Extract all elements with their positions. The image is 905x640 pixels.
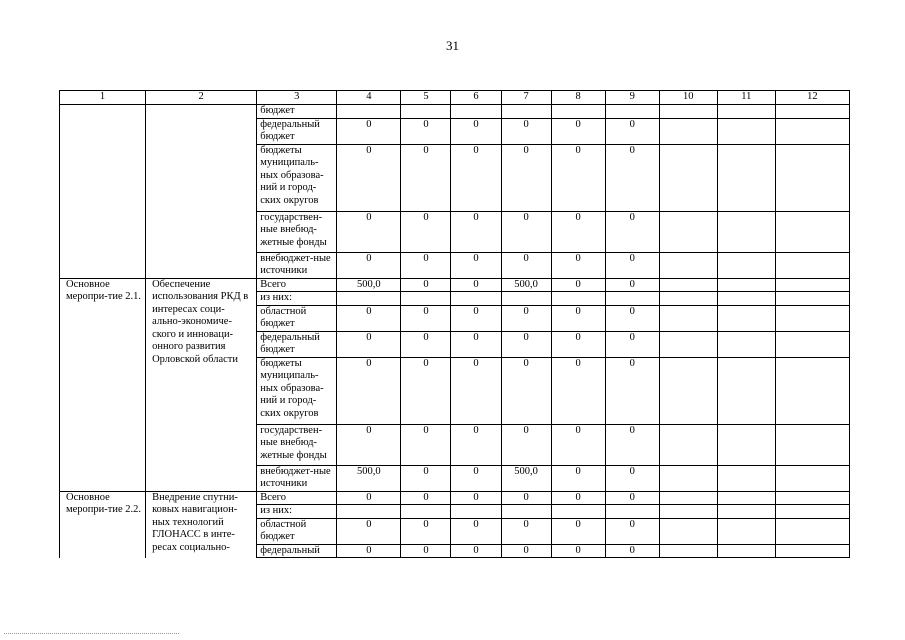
value-cell bbox=[451, 292, 501, 306]
empty-cell bbox=[717, 518, 775, 544]
value-cell bbox=[451, 105, 501, 119]
empty-cell bbox=[717, 305, 775, 331]
value-cell: 500,0 bbox=[501, 278, 551, 292]
value-cell: 0 bbox=[551, 491, 605, 505]
empty-cell bbox=[717, 278, 775, 292]
empty-cell bbox=[717, 491, 775, 505]
value-cell: 0 bbox=[551, 424, 605, 465]
source-cell: внебюджет-ные источники bbox=[257, 465, 337, 491]
value-cell: 0 bbox=[401, 518, 451, 544]
value-cell: 0 bbox=[401, 331, 451, 357]
value-cell: 0 bbox=[401, 252, 451, 278]
value-cell: 0 bbox=[551, 278, 605, 292]
value-cell: 0 bbox=[337, 252, 401, 278]
empty-cell bbox=[659, 518, 717, 544]
value-cell: 0 bbox=[605, 424, 659, 465]
value-cell bbox=[551, 292, 605, 306]
value-cell: 0 bbox=[451, 278, 501, 292]
value-cell: 0 bbox=[501, 305, 551, 331]
empty-cell bbox=[659, 292, 717, 306]
source-cell: из них: bbox=[257, 292, 337, 306]
empty-cell bbox=[717, 105, 775, 119]
source-cell: бюджеты муниципаль-ных образова-ний и город-ских округов bbox=[257, 144, 337, 211]
value-cell: 0 bbox=[337, 144, 401, 211]
value-cell: 0 bbox=[451, 465, 501, 491]
budget-table bbox=[59, 90, 850, 558]
value-cell: 0 bbox=[451, 211, 501, 252]
value-cell: 0 bbox=[605, 465, 659, 491]
value-cell: 0 bbox=[451, 331, 501, 357]
value-cell bbox=[401, 105, 451, 119]
source-cell: федеральный бюджет bbox=[257, 118, 337, 144]
empty-cell bbox=[775, 105, 849, 119]
source-cell: Всего bbox=[257, 491, 337, 505]
empty-cell bbox=[775, 305, 849, 331]
page-number: 31 bbox=[446, 38, 459, 53]
value-cell: 0 bbox=[401, 118, 451, 144]
empty-cell bbox=[717, 331, 775, 357]
value-cell: 0 bbox=[451, 424, 501, 465]
value-cell: 0 bbox=[337, 305, 401, 331]
value-cell: 500,0 bbox=[337, 465, 401, 491]
value-cell: 0 bbox=[337, 544, 401, 558]
value-cell: 0 bbox=[551, 118, 605, 144]
header-cell: 5 bbox=[401, 91, 451, 105]
value-cell: 0 bbox=[551, 465, 605, 491]
empty-cell bbox=[775, 278, 849, 292]
empty-cell bbox=[717, 144, 775, 211]
empty-cell bbox=[717, 465, 775, 491]
empty-cell bbox=[717, 357, 775, 424]
value-cell: 0 bbox=[605, 357, 659, 424]
value-cell: 0 bbox=[451, 118, 501, 144]
empty-cell bbox=[659, 491, 717, 505]
empty-cell bbox=[775, 518, 849, 544]
header-cell: 8 bbox=[551, 91, 605, 105]
value-cell: 0 bbox=[401, 211, 451, 252]
value-cell: 0 bbox=[401, 424, 451, 465]
empty-cell bbox=[775, 331, 849, 357]
value-cell bbox=[501, 105, 551, 119]
empty-cell bbox=[775, 357, 849, 424]
value-cell: 0 bbox=[501, 331, 551, 357]
header-row bbox=[60, 91, 850, 105]
description-cell: Внедрение спутни-ковых навигацион-ных технологий ГЛОНАСС в инте-ресах социально- bbox=[146, 491, 257, 558]
value-cell: 0 bbox=[337, 518, 401, 544]
header-cell: 2 bbox=[146, 91, 257, 105]
value-cell bbox=[501, 505, 551, 519]
header-cell: 11 bbox=[717, 91, 775, 105]
value-cell: 0 bbox=[605, 252, 659, 278]
header-cell: 4 bbox=[337, 91, 401, 105]
value-cell: 0 bbox=[551, 331, 605, 357]
value-cell: 0 bbox=[551, 144, 605, 211]
value-cell bbox=[337, 292, 401, 306]
description-cell bbox=[146, 105, 257, 279]
value-cell: 0 bbox=[401, 305, 451, 331]
value-cell: 0 bbox=[501, 518, 551, 544]
scan-artifact-line bbox=[4, 633, 179, 636]
empty-cell bbox=[717, 505, 775, 519]
value-cell bbox=[605, 105, 659, 119]
value-cell: 0 bbox=[501, 144, 551, 211]
value-cell bbox=[401, 292, 451, 306]
value-cell bbox=[451, 505, 501, 519]
value-cell: 0 bbox=[401, 278, 451, 292]
empty-cell bbox=[775, 505, 849, 519]
empty-cell bbox=[659, 278, 717, 292]
value-cell: 0 bbox=[605, 491, 659, 505]
value-cell: 0 bbox=[551, 544, 605, 558]
value-cell: 0 bbox=[451, 357, 501, 424]
value-cell: 0 bbox=[551, 211, 605, 252]
source-cell: из них: bbox=[257, 505, 337, 519]
empty-cell bbox=[659, 118, 717, 144]
empty-cell bbox=[775, 465, 849, 491]
value-cell: 0 bbox=[605, 331, 659, 357]
empty-cell bbox=[659, 544, 717, 558]
value-cell bbox=[605, 505, 659, 519]
value-cell: 0 bbox=[605, 211, 659, 252]
value-cell: 0 bbox=[605, 305, 659, 331]
value-cell: 0 bbox=[337, 211, 401, 252]
empty-cell bbox=[659, 144, 717, 211]
source-cell: государствен-ные внебюд-жетные фонды bbox=[257, 424, 337, 465]
empty-cell bbox=[659, 465, 717, 491]
source-cell: федеральный bbox=[257, 544, 337, 558]
value-cell: 0 bbox=[605, 518, 659, 544]
event-cell bbox=[60, 105, 146, 279]
empty-cell bbox=[717, 252, 775, 278]
value-cell: 0 bbox=[501, 357, 551, 424]
empty-cell bbox=[659, 305, 717, 331]
value-cell: 0 bbox=[401, 465, 451, 491]
empty-cell bbox=[775, 144, 849, 211]
value-cell: 0 bbox=[401, 144, 451, 211]
empty-cell bbox=[775, 491, 849, 505]
value-cell: 0 bbox=[551, 305, 605, 331]
header-cell: 6 bbox=[451, 91, 501, 105]
value-cell: 0 bbox=[551, 518, 605, 544]
source-cell: Всего bbox=[257, 278, 337, 292]
value-cell: 0 bbox=[337, 118, 401, 144]
value-cell bbox=[551, 105, 605, 119]
empty-cell bbox=[775, 424, 849, 465]
empty-cell bbox=[659, 505, 717, 519]
empty-cell bbox=[659, 252, 717, 278]
value-cell: 0 bbox=[551, 357, 605, 424]
source-cell: бюджеты муниципаль-ных образова-ний и город-ских округов bbox=[257, 357, 337, 424]
header-cell: 12 bbox=[775, 91, 849, 105]
event-cell: Основное меропри-тие 2.1. bbox=[60, 278, 146, 491]
value-cell bbox=[401, 505, 451, 519]
value-cell: 0 bbox=[501, 491, 551, 505]
value-cell: 0 bbox=[501, 544, 551, 558]
value-cell: 0 bbox=[551, 252, 605, 278]
empty-cell bbox=[659, 331, 717, 357]
value-cell: 0 bbox=[501, 252, 551, 278]
value-cell: 0 bbox=[401, 544, 451, 558]
value-cell bbox=[337, 105, 401, 119]
header-cell: 7 bbox=[501, 91, 551, 105]
empty-cell bbox=[775, 544, 849, 558]
source-cell: внебюджет-ные источники bbox=[257, 252, 337, 278]
empty-cell bbox=[659, 211, 717, 252]
value-cell: 0 bbox=[401, 357, 451, 424]
empty-cell bbox=[717, 292, 775, 306]
source-cell: государствен-ные внебюд-жетные фонды bbox=[257, 211, 337, 252]
source-cell: федеральный бюджет bbox=[257, 331, 337, 357]
value-cell: 0 bbox=[337, 331, 401, 357]
value-cell: 0 bbox=[501, 211, 551, 252]
empty-cell bbox=[775, 252, 849, 278]
value-cell bbox=[501, 292, 551, 306]
empty-cell bbox=[717, 424, 775, 465]
empty-cell bbox=[659, 424, 717, 465]
header-cell: 1 bbox=[60, 91, 146, 105]
header-cell: 10 bbox=[659, 91, 717, 105]
value-cell: 0 bbox=[451, 544, 501, 558]
value-cell: 0 bbox=[501, 424, 551, 465]
header-cell: 3 bbox=[257, 91, 337, 105]
value-cell: 500,0 bbox=[501, 465, 551, 491]
empty-cell bbox=[775, 211, 849, 252]
event-cell: Основное меропри-тие 2.2. bbox=[60, 491, 146, 558]
value-cell: 0 bbox=[337, 424, 401, 465]
value-cell: 0 bbox=[451, 252, 501, 278]
description-cell: Обеспечение использования РКД в интересах соци-ально-экономиче-ского и инноваци-онного развития Орловской области bbox=[146, 278, 257, 491]
value-cell bbox=[605, 292, 659, 306]
source-cell: бюджет bbox=[257, 105, 337, 119]
value-cell: 500,0 bbox=[337, 278, 401, 292]
value-cell: 0 bbox=[451, 305, 501, 331]
empty-cell bbox=[717, 118, 775, 144]
empty-cell bbox=[717, 211, 775, 252]
empty-cell bbox=[659, 357, 717, 424]
empty-cell bbox=[775, 292, 849, 306]
table-row bbox=[60, 491, 850, 505]
table-row bbox=[60, 278, 850, 292]
value-cell: 0 bbox=[605, 278, 659, 292]
value-cell: 0 bbox=[605, 544, 659, 558]
header-cell: 9 bbox=[605, 91, 659, 105]
value-cell: 0 bbox=[451, 491, 501, 505]
value-cell: 0 bbox=[451, 144, 501, 211]
source-cell: областной бюджет bbox=[257, 518, 337, 544]
value-cell: 0 bbox=[401, 491, 451, 505]
value-cell: 0 bbox=[605, 118, 659, 144]
table-row bbox=[60, 105, 850, 119]
value-cell bbox=[337, 505, 401, 519]
empty-cell bbox=[717, 544, 775, 558]
value-cell: 0 bbox=[605, 144, 659, 211]
value-cell: 0 bbox=[337, 357, 401, 424]
value-cell: 0 bbox=[451, 518, 501, 544]
value-cell: 0 bbox=[501, 118, 551, 144]
value-cell: 0 bbox=[337, 491, 401, 505]
empty-cell bbox=[659, 105, 717, 119]
value-cell bbox=[551, 505, 605, 519]
source-cell: областной бюджет bbox=[257, 305, 337, 331]
empty-cell bbox=[775, 118, 849, 144]
